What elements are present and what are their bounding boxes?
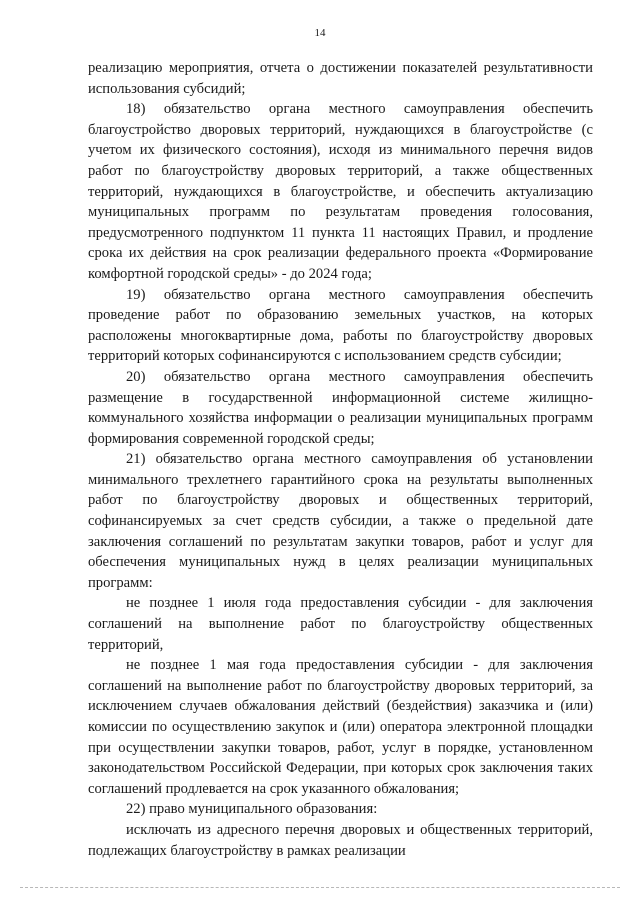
scan-edge-line bbox=[20, 887, 620, 888]
paragraph-1: реализацию мероприятия, отчета о достижении показателей результативности использования субсидий; bbox=[88, 60, 593, 97]
paragraph-item-22: 22) право муниципального образования: bbox=[126, 801, 378, 818]
paragraph-deadline-july: не позднее 1 июля года предоставления субсидии - для заключения соглашений на выполнение работ по благоустройству общественных территорий, bbox=[88, 595, 593, 653]
document-body bbox=[88, 58, 593, 861]
paragraph-item-21: 21) обязательство органа местного самоуправления об установлении минимального трехлетнего гарантийного срока на результаты выполненных работ по благоустройству дворовых и общественных территорий, софинансируемых за счет средств субсидии, а также о предельной дате заключения соглашений по результатам закупки товаров, работ и услуг для обеспечения муниципальных нужд в целях реализации муниципальных программ: bbox=[88, 451, 593, 591]
paragraph-item-19: 19) обязательство органа местного самоуправления обеспечить проведение работ по образованию земельных участков, на которых расположены многоквартирные дома, работы по благоустройству дворовых территорий которых софинансируются с использованием средств субсидии; bbox=[88, 286, 593, 365]
paragraph-item-18: 18) обязательство органа местного самоуправления обеспечить благоустройство дворовых территорий, нуждающихся в благоустройстве (с учетом их физического состояния), исходя из минимального перечня видов работ по благоустройству дворовых территорий, а также общественных территорий, нуждающихся в благоустройстве, и обеспечить актуализацию муниципальных программ по результатам проведения голосования, предусмотренного подпунктом 11 пункта 11 настоящих Правил, и продление срока их действия на срок реализации федерального проекта «Формирование комфортной городской среды» - до 2024 года; bbox=[88, 101, 593, 282]
paragraph-deadline-may: не позднее 1 мая года предоставления субсидии - для заключения соглашений на выполнение работ по благоустройству дворовых территорий, за исключением случаев обжалования действий (бездействия) заказчика и (или) комиссии по осуществлению закупок и (или) оператора электронной площадки при осуществлении закупки товаров, работ, услуг в порядке, установленном законодательством Российской Федерации, при которых срок заключения таких соглашений продлевается на срок указанного обжалования; bbox=[88, 657, 593, 797]
page-number: 14 bbox=[314, 27, 326, 39]
paragraph-item-20: 20) обязательство органа местного самоуправления обеспечить размещение в государственной информационной системе жилищно-коммунального хозяйства информации о реализации муниципальных программ формирования современной городской среды; bbox=[88, 368, 593, 447]
paragraph-exclude: исключать из адресного перечня дворовых и общественных территорий, подлежащих благоустройству в рамках реализации bbox=[88, 821, 593, 859]
